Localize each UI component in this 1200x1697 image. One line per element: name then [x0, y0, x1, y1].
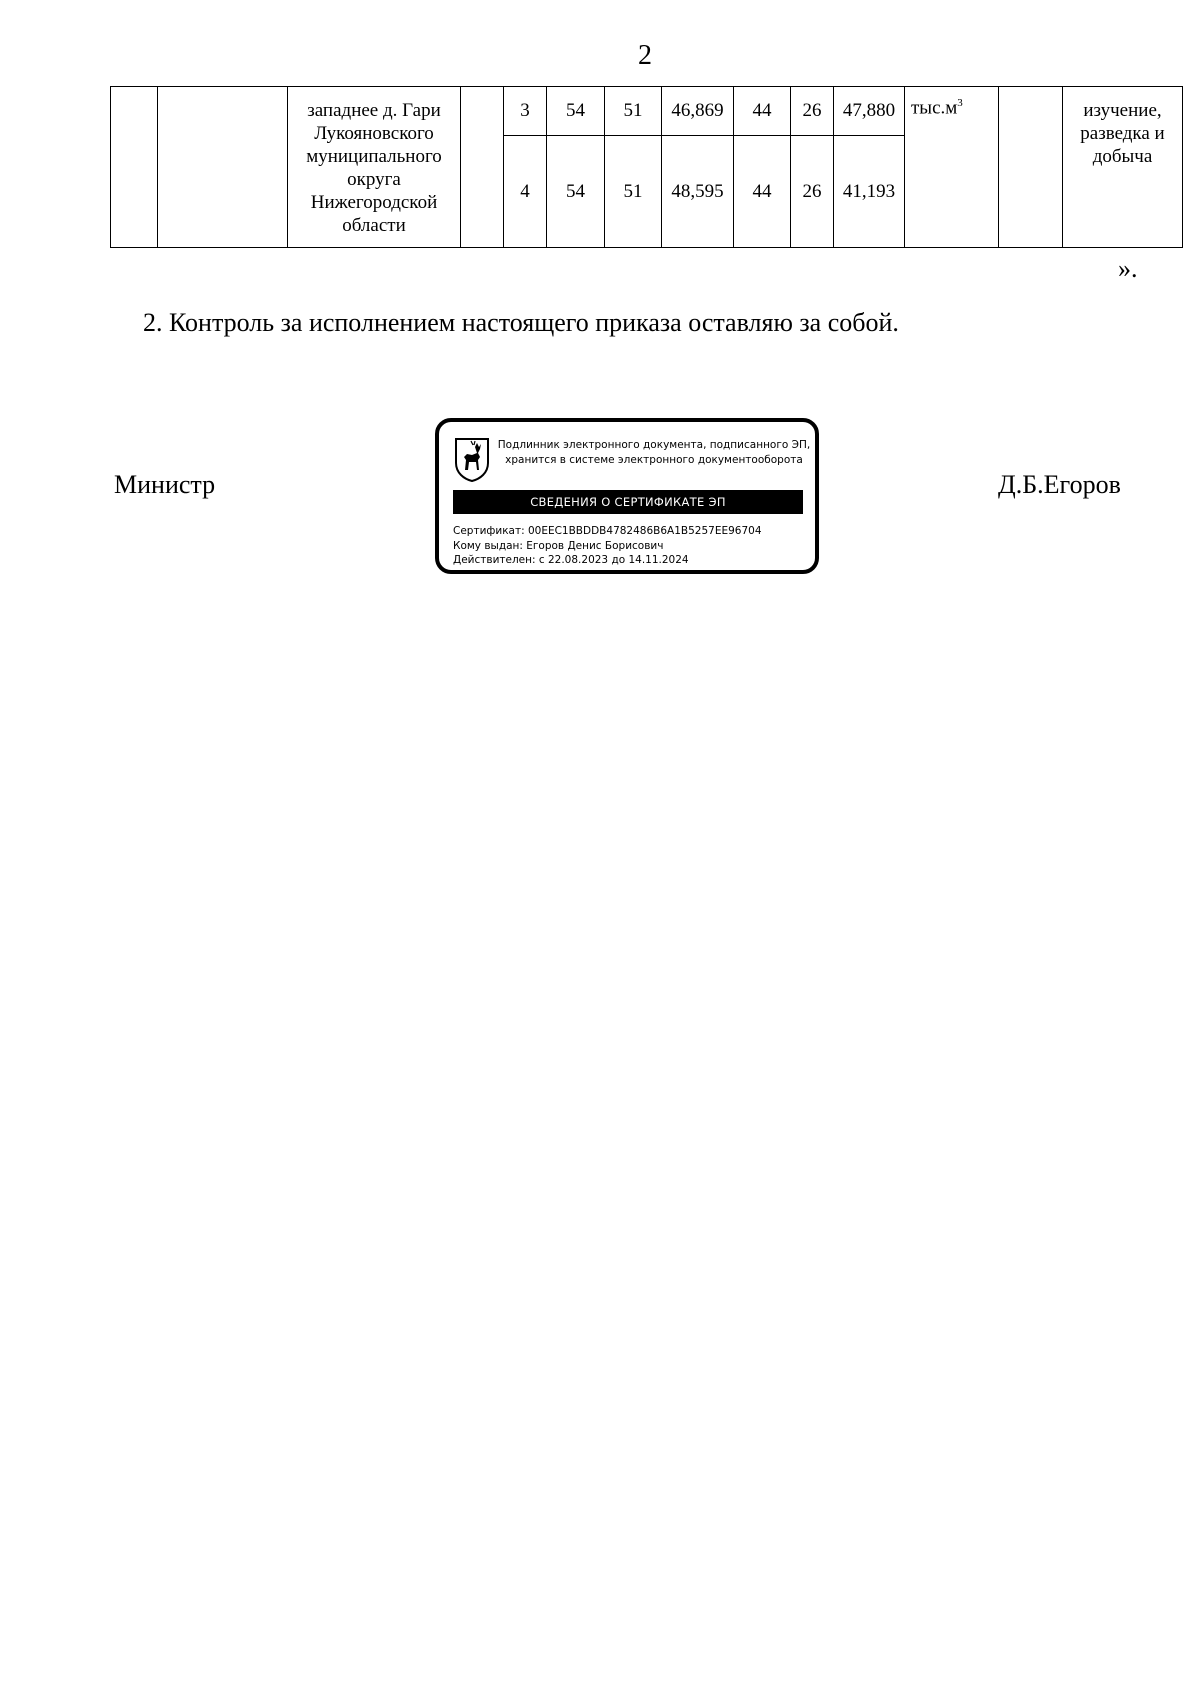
latitude-minutes: 51 — [605, 87, 662, 136]
longitude-degrees: 44 — [734, 87, 791, 136]
stamp-header — [495, 438, 813, 468]
purpose-line: разведка и — [1080, 123, 1165, 144]
latitude-minutes: 51 — [605, 136, 662, 248]
stamp-details — [453, 524, 762, 568]
table-cell-empty — [999, 87, 1063, 248]
longitude-minutes: 26 — [791, 87, 834, 136]
longitude-seconds: 41,193 — [834, 136, 905, 248]
table-cell-empty — [461, 87, 504, 248]
location-line: Нижегородской — [310, 192, 438, 213]
location-line: области — [342, 215, 406, 236]
latitude-seconds: 48,595 — [662, 136, 734, 248]
purpose-line: добыча — [1092, 146, 1153, 167]
point-number: 4 — [504, 136, 547, 248]
closing-quote: ». — [1118, 254, 1138, 283]
location-cell — [288, 87, 461, 248]
certificate-owner: Кому выдан: Егоров Денис Борисович — [453, 539, 664, 552]
location-line: западнее д. Гари — [307, 100, 441, 121]
unit-cell — [905, 87, 999, 248]
purpose-line: изучение, — [1083, 100, 1162, 121]
table-cell-empty — [158, 87, 288, 248]
longitude-degrees: 44 — [734, 136, 791, 248]
unit-superscript: 3 — [957, 97, 963, 109]
table-row — [111, 87, 1183, 136]
location-line: округа — [347, 169, 401, 190]
signatory-position: Министр — [114, 470, 216, 499]
coordinates-table — [110, 86, 1183, 248]
longitude-minutes: 26 — [791, 136, 834, 248]
latitude-degrees: 54 — [547, 87, 605, 136]
latitude-seconds: 46,869 — [662, 87, 734, 136]
longitude-seconds: 47,880 — [834, 87, 905, 136]
coat-of-arms-icon — [453, 436, 491, 482]
stamp-header-line: Подлинник электронного документа, подписанного ЭП, — [497, 439, 811, 451]
location-line: Лукояновского — [314, 123, 434, 144]
page-number: 2 — [638, 40, 652, 71]
certificate-validity: Действителен: с 22.08.2023 до 14.11.2024 — [453, 554, 689, 566]
stamp-header-line: хранится в системе электронного документооборота — [505, 454, 803, 466]
table-cell-empty — [111, 87, 158, 248]
certificate-number: Сертификат: 00EEC1BBDDB4782486B6A1B5257EE96704 — [453, 525, 762, 537]
unit-text: тыс.м — [911, 97, 958, 119]
purpose-cell — [1063, 87, 1183, 248]
point-number: 3 — [504, 87, 547, 136]
electronic-signature-stamp — [435, 418, 819, 574]
order-paragraph: 2. Контроль за исполнением настоящего приказа оставляю за собой. — [143, 308, 899, 337]
location-line: муниципального — [306, 146, 442, 167]
stamp-title-bar: СВЕДЕНИЯ О СЕРТИФИКАТЕ ЭП — [453, 490, 803, 514]
signatory-name: Д.Б.Егоров — [998, 470, 1121, 499]
latitude-degrees: 54 — [547, 136, 605, 248]
